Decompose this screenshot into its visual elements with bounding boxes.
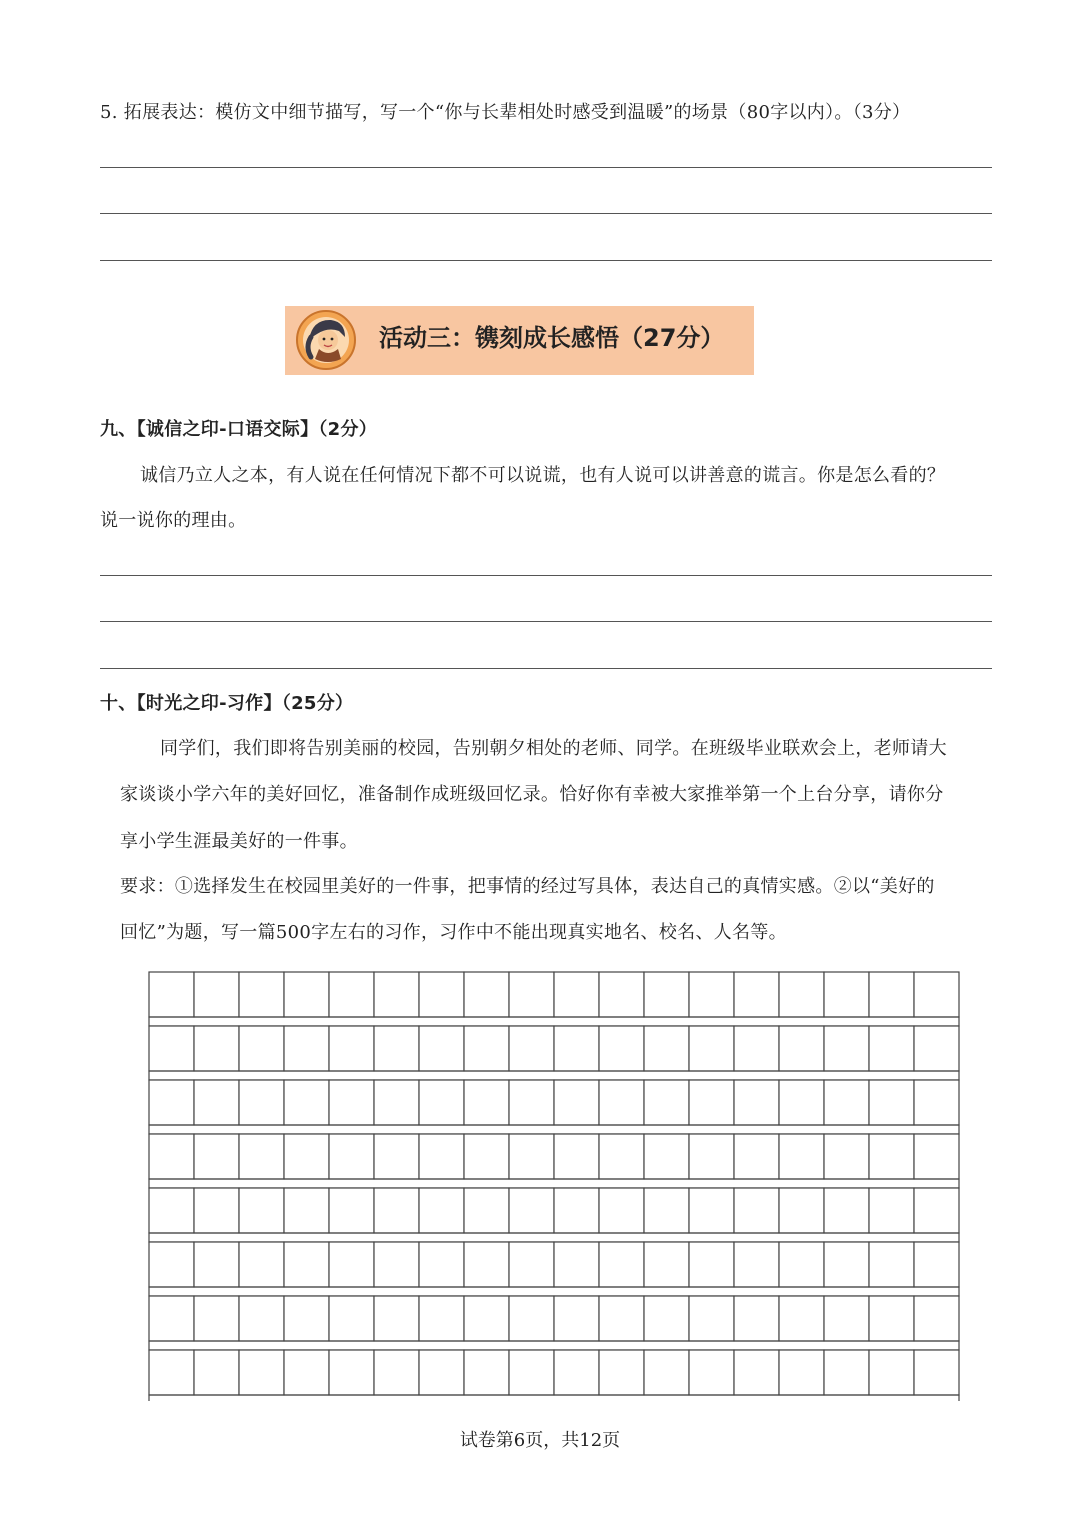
- grid-cell[interactable]: [554, 1026, 599, 1071]
- grid-cell[interactable]: [914, 1188, 959, 1233]
- grid-cell[interactable]: [869, 1080, 914, 1125]
- question-9-body: 诚信乃立人之本，有人说在任何情况下都不可以说谎，也有人说可以讲善意的谎言。你是怎么看的？: [140, 465, 946, 486]
- grid-cell[interactable]: [689, 1350, 734, 1395]
- grid-cell[interactable]: [734, 1350, 779, 1395]
- activity-banner: [285, 306, 754, 375]
- grid-row-separator: [149, 1071, 959, 1080]
- grid-cell[interactable]: [149, 1188, 194, 1233]
- grid-cell[interactable]: [689, 1242, 734, 1287]
- grid-cell[interactable]: [599, 1188, 644, 1233]
- grid-cell[interactable]: [419, 1242, 464, 1287]
- grid-row-separator: [149, 1017, 959, 1026]
- grid-cell[interactable]: [554, 972, 599, 1017]
- grid-cell[interactable]: [464, 972, 509, 1017]
- grid-cell[interactable]: [419, 1134, 464, 1179]
- grid-cell[interactable]: [914, 1350, 959, 1395]
- question-10-body: 家谈谈小学六年的美好回忆，准备制作成班级回忆录。恰好你有幸被大家推举第一个上台分享，请你分: [120, 784, 944, 805]
- grid-cell[interactable]: [644, 1134, 689, 1179]
- grid-cell[interactable]: [824, 1134, 869, 1179]
- grid-cell[interactable]: [419, 972, 464, 1017]
- grid-cell[interactable]: [194, 1350, 239, 1395]
- grid-cell[interactable]: [284, 1134, 329, 1179]
- grid-cell[interactable]: [689, 1188, 734, 1233]
- answer-line[interactable]: [100, 575, 992, 576]
- grid-cell[interactable]: [869, 1296, 914, 1341]
- grid-cell[interactable]: [509, 1080, 554, 1125]
- grid-cell[interactable]: [689, 1080, 734, 1125]
- question-5-prompt: 5. 拓展表达：模仿文中细节描写，写一个“你与长辈相处时感受到温暖”的场景（80字以内）。（3分）: [100, 102, 911, 123]
- grid-cell[interactable]: [239, 1296, 284, 1341]
- grid-cell[interactable]: [464, 1080, 509, 1125]
- grid-cell[interactable]: [464, 1026, 509, 1071]
- grid-cell[interactable]: [779, 1080, 824, 1125]
- grid-cell[interactable]: [644, 1080, 689, 1125]
- grid-cell[interactable]: [644, 1296, 689, 1341]
- grid-cell[interactable]: [284, 1350, 329, 1395]
- grid-cell[interactable]: [554, 1134, 599, 1179]
- grid-cell[interactable]: [419, 1350, 464, 1395]
- grid-cell[interactable]: [824, 1026, 869, 1071]
- grid-cell[interactable]: [734, 1134, 779, 1179]
- grid-cell[interactable]: [869, 1242, 914, 1287]
- grid-cell[interactable]: [419, 1296, 464, 1341]
- question-9-heading: 九、【诚信之印-口语交际】（2分）: [100, 419, 378, 440]
- answer-line[interactable]: [100, 167, 992, 168]
- grid-cell[interactable]: [374, 1134, 419, 1179]
- grid-cell[interactable]: [824, 1188, 869, 1233]
- writing-grid-lines: [148, 971, 960, 1401]
- grid-cell[interactable]: [734, 1080, 779, 1125]
- grid-cell[interactable]: [239, 1080, 284, 1125]
- grid-cell[interactable]: [284, 1242, 329, 1287]
- grid-cell[interactable]: [284, 1026, 329, 1071]
- grid-cell[interactable]: [914, 1080, 959, 1125]
- page-footer: 试卷第6页，共12页: [459, 1430, 621, 1451]
- grid-cell[interactable]: [149, 1026, 194, 1071]
- grid-cell[interactable]: [779, 972, 824, 1017]
- grid-cell[interactable]: [914, 1134, 959, 1179]
- grid-cell[interactable]: [779, 1296, 824, 1341]
- grid-cell[interactable]: [689, 1296, 734, 1341]
- answer-line[interactable]: [100, 213, 992, 214]
- grid-cell[interactable]: [599, 1134, 644, 1179]
- grid-cell[interactable]: [194, 1026, 239, 1071]
- banner-title: 活动三：镌刻成长感悟（27分）: [379, 324, 725, 352]
- grid-cell[interactable]: [239, 1350, 284, 1395]
- grid-cell[interactable]: [194, 1188, 239, 1233]
- grid-cell[interactable]: [374, 1026, 419, 1071]
- grid-cell[interactable]: [824, 1350, 869, 1395]
- grid-cell[interactable]: [689, 1134, 734, 1179]
- grid-row-separator: [149, 1179, 959, 1188]
- grid-cell[interactable]: [464, 1242, 509, 1287]
- grid-cell[interactable]: [689, 1026, 734, 1071]
- grid-cell[interactable]: [239, 1026, 284, 1071]
- grid-cell[interactable]: [644, 1242, 689, 1287]
- grid-cell[interactable]: [329, 1026, 374, 1071]
- grid-cell[interactable]: [329, 1296, 374, 1341]
- grid-cell[interactable]: [239, 1242, 284, 1287]
- grid-cell[interactable]: [149, 1350, 194, 1395]
- grid-cell[interactable]: [869, 1350, 914, 1395]
- question-10-requirements: 回忆”为题，写一篇500字左右的习作，习作中不能出现真实地名、校名、人名等。: [120, 922, 787, 943]
- grid-cell[interactable]: [149, 1134, 194, 1179]
- grid-cell[interactable]: [824, 1296, 869, 1341]
- grid-cell[interactable]: [554, 1188, 599, 1233]
- grid-cell[interactable]: [419, 1080, 464, 1125]
- grid-cell[interactable]: [329, 1188, 374, 1233]
- grid-cell[interactable]: [149, 1080, 194, 1125]
- grid-cell[interactable]: [239, 972, 284, 1017]
- grid-cell[interactable]: [824, 1080, 869, 1125]
- question-10-heading: 十、【时光之印-习作】（25分）: [100, 693, 354, 714]
- grid-cell[interactable]: [194, 1134, 239, 1179]
- grid-cell[interactable]: [599, 972, 644, 1017]
- grid-row-separator: [149, 1341, 959, 1350]
- grid-cell[interactable]: [464, 1134, 509, 1179]
- grid-cell[interactable]: [149, 972, 194, 1017]
- grid-cell[interactable]: [149, 1296, 194, 1341]
- grid-cell[interactable]: [284, 972, 329, 1017]
- grid-row-separator: [149, 1233, 959, 1242]
- grid-cell[interactable]: [779, 1188, 824, 1233]
- grid-cell[interactable]: [599, 1350, 644, 1395]
- grid-cell[interactable]: [644, 972, 689, 1017]
- grid-cell[interactable]: [239, 1188, 284, 1233]
- grid-cell[interactable]: [824, 1242, 869, 1287]
- grid-cell[interactable]: [869, 1134, 914, 1179]
- grid-cell[interactable]: [239, 1134, 284, 1179]
- grid-cell[interactable]: [194, 972, 239, 1017]
- grid-cell[interactable]: [689, 972, 734, 1017]
- grid-cell[interactable]: [554, 1296, 599, 1341]
- grid-cell[interactable]: [509, 1296, 554, 1341]
- grid-cell[interactable]: [284, 1296, 329, 1341]
- question-9-body: 说一说你的理由。: [100, 510, 247, 531]
- grid-cell[interactable]: [734, 1026, 779, 1071]
- grid-cell[interactable]: [329, 1134, 374, 1179]
- grid-cell[interactable]: [284, 1188, 329, 1233]
- grid-cell[interactable]: [644, 1350, 689, 1395]
- grid-cell[interactable]: [509, 1134, 554, 1179]
- grid-cell[interactable]: [194, 1296, 239, 1341]
- grid-cell[interactable]: [554, 1242, 599, 1287]
- grid-cell[interactable]: [554, 1350, 599, 1395]
- question-10-requirements: 要求：①选择发生在校园里美好的一件事，把事情的经过写具体，表达自己的真情实感。②以“美好的: [120, 876, 935, 897]
- answer-line[interactable]: [100, 260, 992, 261]
- grid-cell[interactable]: [644, 1188, 689, 1233]
- grid-cell[interactable]: [509, 1350, 554, 1395]
- grid-cell[interactable]: [599, 1242, 644, 1287]
- grid-cell[interactable]: [779, 1350, 824, 1395]
- grid-cell[interactable]: [464, 1296, 509, 1341]
- grid-cell[interactable]: [779, 1026, 824, 1071]
- grid-row-separator: [149, 1287, 959, 1296]
- grid-cell[interactable]: [419, 1188, 464, 1233]
- grid-cell[interactable]: [779, 1242, 824, 1287]
- grid-cell[interactable]: [824, 972, 869, 1017]
- grid-cell[interactable]: [734, 1242, 779, 1287]
- grid-cell[interactable]: [509, 972, 554, 1017]
- grid-cell[interactable]: [284, 1080, 329, 1125]
- grid-cell[interactable]: [464, 1350, 509, 1395]
- grid-cell[interactable]: [869, 972, 914, 1017]
- grid-cell[interactable]: [374, 1350, 419, 1395]
- cartoon-girl-icon: [295, 309, 357, 371]
- grid-cell[interactable]: [644, 1026, 689, 1071]
- answer-line[interactable]: [100, 621, 992, 622]
- grid-cell[interactable]: [374, 1080, 419, 1125]
- answer-line[interactable]: [100, 668, 992, 669]
- grid-cell[interactable]: [914, 1242, 959, 1287]
- grid-cell[interactable]: [374, 1188, 419, 1233]
- grid-row-separator: [149, 1125, 959, 1134]
- grid-cell[interactable]: [869, 1026, 914, 1071]
- grid-cell[interactable]: [149, 1242, 194, 1287]
- grid-cell[interactable]: [914, 1296, 959, 1341]
- grid-cell[interactable]: [329, 1350, 374, 1395]
- grid-cell[interactable]: [599, 1026, 644, 1071]
- grid-cell[interactable]: [374, 972, 419, 1017]
- grid-cell[interactable]: [779, 1134, 824, 1179]
- grid-cell[interactable]: [419, 1026, 464, 1071]
- grid-cell[interactable]: [509, 1026, 554, 1071]
- writing-grid[interactable]: [148, 971, 960, 1401]
- question-10-body: 同学们，我们即将告别美丽的校园，告别朝夕相处的老师、同学。在班级毕业联欢会上，老师请大: [160, 738, 947, 759]
- grid-cell[interactable]: [599, 1080, 644, 1125]
- grid-cell[interactable]: [509, 1242, 554, 1287]
- grid-cell[interactable]: [374, 1242, 419, 1287]
- grid-cell[interactable]: [734, 972, 779, 1017]
- grid-cell[interactable]: [509, 1188, 554, 1233]
- grid-cell[interactable]: [599, 1296, 644, 1341]
- grid-cell[interactable]: [914, 972, 959, 1017]
- grid-cell[interactable]: [734, 1188, 779, 1233]
- grid-cell[interactable]: [194, 1080, 239, 1125]
- grid-row-separator: [149, 1395, 959, 1401]
- grid-cell[interactable]: [734, 1296, 779, 1341]
- grid-cell[interactable]: [194, 1242, 239, 1287]
- grid-cell[interactable]: [554, 1080, 599, 1125]
- grid-cell[interactable]: [329, 972, 374, 1017]
- question-10-body: 享小学生涯最美好的一件事。: [120, 831, 358, 852]
- grid-cell[interactable]: [329, 1242, 374, 1287]
- grid-cell[interactable]: [329, 1080, 374, 1125]
- grid-cell[interactable]: [914, 1026, 959, 1071]
- grid-cell[interactable]: [374, 1296, 419, 1341]
- grid-cell[interactable]: [869, 1188, 914, 1233]
- grid-cell[interactable]: [464, 1188, 509, 1233]
